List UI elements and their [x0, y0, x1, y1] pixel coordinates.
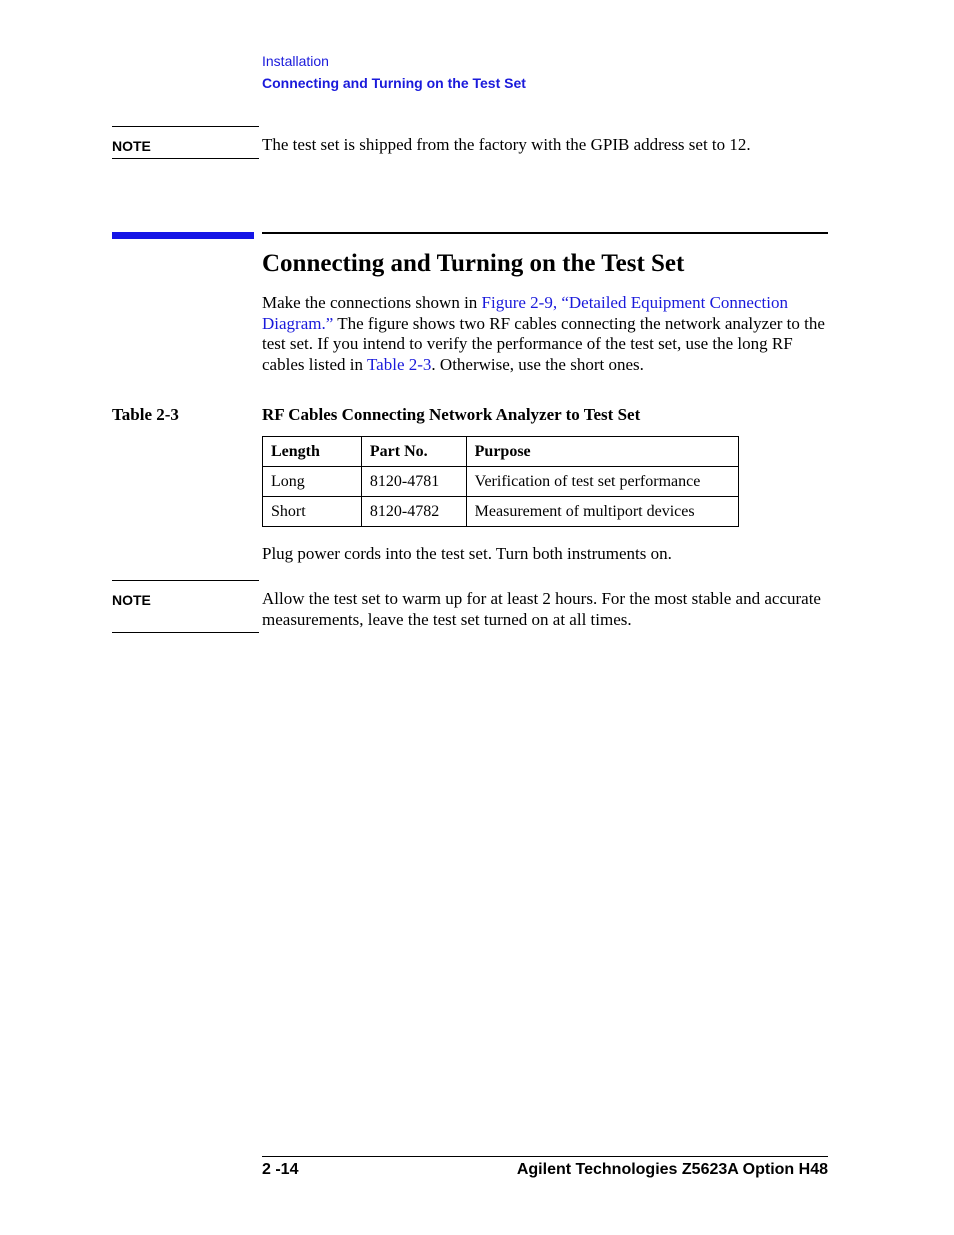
- cell-length: Short: [263, 497, 362, 527]
- note1-top-rule: [112, 126, 259, 127]
- footer-product: Agilent Technologies Z5623A Option H48: [516, 1161, 828, 1178]
- table-row: [263, 497, 739, 527]
- cell-purpose: Measurement of multiport devices: [466, 497, 738, 527]
- section-paragraph: [262, 293, 828, 375]
- header-purpose: Purpose: [466, 437, 738, 467]
- section-rule: [262, 232, 828, 234]
- cell-part-no: 8120-4781: [361, 467, 466, 497]
- table-2-3-link[interactable]: Table 2-3: [366, 354, 432, 374]
- para-end: . Otherwise, use the short ones.: [431, 354, 644, 374]
- header-length: Length: [263, 437, 362, 467]
- table-header-row: [263, 437, 739, 467]
- table-number: Table 2-3: [112, 405, 179, 424]
- note2-label: NOTE: [112, 592, 151, 608]
- figure-2-9-link[interactable]: Figure 2-9, “Detailed Equipment Connection Diagram.”: [262, 293, 788, 333]
- cell-part-no: 8120-4782: [361, 497, 466, 527]
- para-middle: The figure shows two RF cables connecting the network analyzer to the test set. If you intend to verify the performance of the test set, use the long RF cables listed in: [262, 313, 825, 374]
- footer-page-number: 2 -14: [262, 1161, 299, 1178]
- cell-purpose: Verification of test set performance: [466, 467, 738, 497]
- note2-top-rule: [112, 580, 259, 581]
- section-title: Connecting and Turning on the Test Set: [262, 250, 685, 277]
- note2-text: Allow the test set to warm up for at least 2 hours. For the most stable and accurate measurements, leave the test set turned on at all times.: [262, 589, 821, 629]
- table-title: RF Cables Connecting Network Analyzer to Test Set: [262, 405, 641, 424]
- note1-label: NOTE: [112, 138, 151, 154]
- section-accent-bar: [112, 232, 254, 239]
- header-section: Connecting and Turning on the Test Set: [262, 75, 526, 91]
- footer-rule: [262, 1156, 828, 1157]
- header-part-no: Part No.: [361, 437, 466, 467]
- note1-bottom-rule: [112, 158, 259, 159]
- cell-length: Long: [263, 467, 362, 497]
- plug-instructions: Plug power cords into the test set. Turn both instruments on.: [262, 544, 672, 563]
- header-chapter: Installation: [262, 53, 329, 69]
- table-row: [263, 467, 739, 497]
- rf-cables-table: [262, 436, 739, 527]
- note1-text: The test set is shipped from the factory with the GPIB address set to 12.: [262, 135, 751, 154]
- para-intro: Make the connections shown in: [262, 293, 482, 312]
- note2-bottom-rule: [112, 632, 259, 633]
